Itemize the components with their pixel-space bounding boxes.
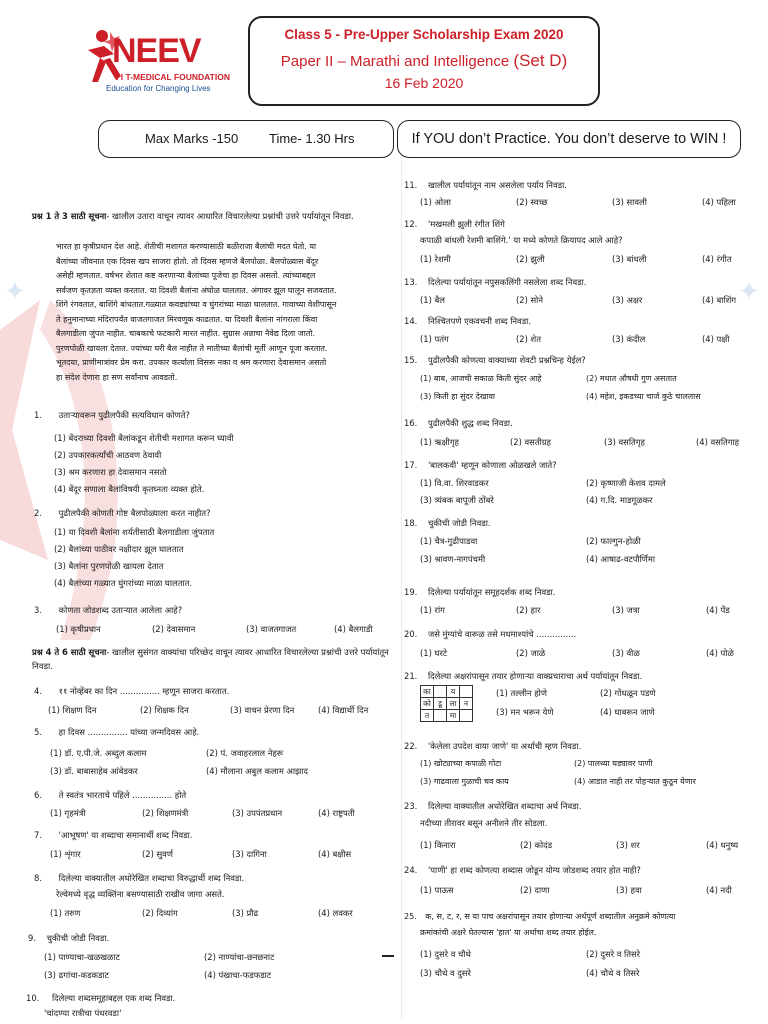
question-text: दिलेल्या शब्दसमूहाबद्दल एक शब्द निवडा. (52, 993, 176, 1003)
option[interactable]: (3) दागिना (232, 849, 267, 859)
exam-time: Time- 1.30 Hrs (269, 131, 355, 146)
option[interactable]: (2) दिव्यांग (142, 908, 178, 918)
question-text: 'केलेला उपदेश वाया जाणे' या अर्थाची म्हण निवडा. (428, 741, 582, 751)
question-2-options (54, 524, 214, 592)
question-23 (404, 801, 581, 812)
option[interactable]: (2) देवासमान (152, 624, 196, 634)
watermark-star-2: ✦ (738, 276, 760, 306)
grid-cell: का (421, 686, 434, 698)
question-number: 11. (404, 180, 418, 190)
question-19 (404, 587, 555, 598)
option[interactable]: (1) बाब, आजची सकाळ किती सुंदर आहे (420, 374, 542, 383)
grid-cell: य (447, 686, 460, 698)
passage-line: भारत हा कृषीप्रधान देश आहे. शेतीची मशागत करण्यासाठी बळीराजा बैलांची मदत घेतो. या (56, 242, 317, 251)
max-marks: Max Marks -150 (145, 131, 239, 146)
option[interactable]: (2) फाल्गुन-होळी (586, 536, 641, 546)
option[interactable]: (3) वीळ (612, 648, 640, 658)
option[interactable]: (3) वाजतगाजत (246, 624, 297, 634)
question-1-options (54, 430, 234, 498)
option[interactable]: (3) बांधली (612, 254, 647, 264)
option[interactable]: (2) वसतीग्रह (510, 437, 551, 447)
option[interactable]: (4) पेंड (706, 605, 730, 615)
option[interactable]: (1) पाण्याचा-खळखळाट (44, 952, 120, 962)
watermark-star-1: ✦ (4, 276, 26, 306)
grid-cell (434, 686, 447, 698)
option[interactable]: (2) पालथ्या घड्यावर पाणी (574, 759, 653, 768)
question-number: 16. (404, 418, 418, 428)
neev-logo (84, 24, 230, 104)
option[interactable]: (1) ओला (420, 197, 451, 207)
exam-date: 16 Feb 2020 (384, 74, 464, 91)
question-number: 22. (404, 741, 418, 751)
grid-cell (460, 686, 473, 698)
passage-line: बैलांच्या जीवनात एक दिवस खप साजरा होतो. तो दिवस म्हणजे बैलपोळा. बैलपोळ्यास बेंदूर (56, 256, 319, 266)
option[interactable]: (2) जाळे (516, 648, 546, 658)
question-number: 7. (34, 830, 42, 840)
question-18 (404, 518, 491, 529)
question-15 (404, 355, 586, 366)
question-number: 6. (34, 790, 42, 800)
question-8-sentence: रेल्वेमध्ये वृद्ध व्यक्तिंना बसण्यासाठी राखीव जागा असते. (56, 889, 225, 899)
watermark-left-shape (0, 300, 48, 560)
option[interactable]: (3) शर (616, 840, 640, 850)
option[interactable]: (1) शिक्षण दिन (48, 705, 97, 715)
passage-line: पुरणपोळी खायला देतात. ज्यांच्या घरी बैल नाहीत ते मातीच्या बैलांची मूर्ती आणून पूजा करतात. (56, 343, 328, 353)
question-text: क, स, ट, र, स या पाच अक्षरांपासून तयार होणाऱ्या अर्थपूर्ण शब्दातील अनुक्रमे कोणत्या (425, 912, 676, 921)
question-text: खालील पर्यायांतून नाम असलेला पर्याय निवडा. (428, 180, 567, 190)
question-5 (34, 727, 199, 738)
option[interactable]: (1) खोट्याच्या कपाळी गोटा (420, 759, 502, 768)
option[interactable]: (3) गाढवाला गुळाची चव काय (420, 777, 509, 786)
question-text: दिलेल्या वाक्यातील अधोरेखित शब्दाचा विरुद्धार्थी शब्द निवडा. (58, 873, 245, 883)
option[interactable]: (4) महेश, इकडच्या चार्ज कुठे चाललास (586, 392, 701, 401)
question-text: दिलेल्या पर्यायांतून समूहदर्शक शब्द निवडा. (428, 587, 556, 597)
question-10 (26, 993, 175, 1004)
question-number: 18. (404, 518, 418, 528)
option[interactable]: (3) जत्रा (612, 605, 640, 615)
question-text: दिलेल्या अक्षरांपासून तयार होणाऱ्या वाक्प्रचाराचा अर्थ पर्यायांतून निवडा. (428, 671, 643, 681)
option[interactable]: (2) दाणा (520, 885, 550, 895)
question-6 (34, 790, 186, 801)
option[interactable]: (2) गोंधळून पडणे (600, 688, 656, 698)
option[interactable]: (2) शेत (516, 334, 541, 344)
question-number: 12. (404, 219, 418, 229)
question-text: पुढीलपैकी शुद्ध शब्द निवडा. (428, 418, 513, 428)
option[interactable]: (3) वाचन प्रेरणा दिन (230, 705, 295, 715)
column-divider (401, 160, 402, 1020)
question-25-text: क्रमांकांची अक्षरे घेतल्यास 'हात' या अर्थाचा शब्द तयार होईल. (420, 928, 597, 937)
option[interactable]: (4) बैलांच्या गळ्यात घुंगरांच्या माळा घालतात. (54, 578, 193, 588)
question-14 (404, 316, 531, 327)
question-text: ११ नोव्हेंबर का दिन ............... म्हणून साजरा करतात. (58, 686, 230, 696)
option[interactable]: (3) हवा (616, 885, 642, 895)
exam-title: Class 5 - Pre-Upper Scholarship Exam 2020 (284, 27, 564, 42)
question-text: हा दिवस ............... यांच्या जन्मदिवस आहे. (58, 727, 200, 737)
question-11 (404, 180, 567, 191)
grid-cell (460, 710, 473, 722)
paper-name: Paper II – Marathi and Intelligence (280, 52, 510, 70)
grid-cell: डू (434, 698, 447, 710)
question-number: 3. (34, 605, 42, 615)
option[interactable]: (2) नाण्यांचा-छनछनाट (204, 952, 275, 962)
option[interactable]: (1) या दिवशी बैलांना शर्यतीसाठी बैलगाडीला जुंपतात (54, 527, 215, 537)
option[interactable]: (1) बैल (420, 295, 445, 305)
passage-line: बैलगाडीला जुंपत नाहीत. चाबकाचे फटकारी मारत नाहीत. सुग्रास अन्नाचा नैवेद्य दिला जातो. (56, 329, 315, 338)
question-1 (34, 410, 190, 421)
question-text: ते स्वतंत्र भारताचे पहिले ............... होते (58, 790, 187, 800)
option[interactable]: (3) किती हा सुंदर देखावा (420, 392, 495, 401)
option[interactable]: (1) रांग (420, 605, 445, 615)
question-2 (34, 508, 211, 519)
question-4 (34, 686, 229, 697)
option[interactable]: (2) सोने (516, 295, 544, 305)
option[interactable]: (2) बैलांच्या पाठीवर नक्षीदार झूल घालतात (54, 544, 184, 554)
motivation-quote: If YOU don’t Practice. You don’t deserve to WIN ! (397, 120, 741, 158)
logo-subtitle: I I T-MEDICAL FOUNDATION (116, 72, 230, 82)
option[interactable]: (3) अक्षर (612, 295, 643, 305)
section-2-instruction (32, 645, 398, 673)
option[interactable]: (1) चैत्र-गुढीपाडवा (420, 536, 478, 546)
question-number: 10. (26, 993, 40, 1003)
logo-tagline: Education for Changing Lives (106, 84, 211, 93)
option[interactable]: (4) वसतिगाह (696, 437, 740, 447)
option[interactable]: (3) डॉ. बाबासाहेब आंबेडकर (50, 766, 138, 776)
question-8 (34, 873, 244, 884)
question-number: 4. (34, 686, 42, 696)
question-number: 2. (34, 508, 42, 518)
option[interactable]: (3) चौथे व दुसरे (420, 968, 471, 978)
option[interactable]: (4) घाबरून जाणे (600, 707, 655, 717)
question-number: 21. (404, 671, 418, 681)
question-text: दिलेल्या वाक्यातील अधोरेखित शब्दाचा अर्थ निवडा. (428, 801, 582, 811)
question-16 (404, 418, 513, 429)
option[interactable]: (3) सावली (612, 197, 647, 207)
option[interactable]: (4) राष्ट्रपती (318, 808, 355, 818)
question-number: 14. (404, 316, 418, 326)
option[interactable]: (4) बेंदूर सणाला बैलांविषयी कृतघ्नता व्यक्त होते. (54, 484, 205, 494)
grid-cell (434, 710, 447, 722)
option[interactable]: (1) दुसरे व चौथे (420, 949, 471, 959)
question-text: चुकीची जोडी निवडा. (46, 933, 110, 943)
marks-time-box (98, 120, 394, 158)
passage-line: शिंगे रंगवतात, बाशिंगे बांधतात.गळ्यात कवड्यांच्या व घुंगरांच्या माळा घालतात. गावाच्या वेशीपासून (56, 300, 337, 309)
option[interactable]: (1) किनारा (420, 840, 456, 850)
question-number: 19. (404, 587, 418, 597)
question-text: पुढीलपैकी कोणती गोष्ट बैलपोळ्याला करत नाहीत? (58, 508, 211, 518)
option[interactable]: (1) पतंग (420, 334, 449, 344)
option[interactable]: (1) डॉ. ए.पी.जे. अब्दुल कलाम (50, 748, 147, 758)
question-text: निश्चितपणे एकवचनी शब्द निवडा. (428, 316, 532, 326)
section-2-instruction-text: - खालील सुसंगत वाक्यांचा परिच्छेद वाचून त्यावर आधारित विचारलेल्या प्रश्नांची उत्तरे पर्यायांतून निवडा. (32, 647, 389, 671)
question-12 (404, 219, 505, 230)
question-number: 20. (404, 629, 418, 639)
question-number: 15. (404, 355, 418, 365)
option[interactable]: (1) कृषीप्रधान (56, 624, 101, 634)
option[interactable]: (4) मौलाना अबुल कलाम आझाद (206, 766, 309, 776)
option[interactable]: (4) आषाढ-वटपौर्णिमा (586, 554, 656, 564)
option[interactable]: (1) घरटे (420, 648, 448, 658)
passage (56, 240, 337, 385)
question-text: 'आभूषण' या शब्दाचा समानार्थी शब्द निवडा. (58, 830, 193, 840)
option[interactable]: (4) ग.दि. माडगूळकर (586, 495, 653, 505)
question-25 (404, 912, 675, 922)
title-box (248, 16, 600, 106)
option[interactable]: (4) चौथे व तिसरे (586, 968, 640, 978)
question-text: 'बालकवी' म्हणून कोणाला ओळखले जाते? (428, 460, 557, 470)
question-text: 'मखमली झुली रंगीत शिंगे (428, 219, 505, 229)
question-number: 8. (34, 873, 42, 883)
option[interactable]: (4) बैलगाडी (334, 624, 373, 634)
question-23-sentence: नदीच्या तीरावर बसून अनीशने तीर सोडला. (420, 818, 548, 828)
option[interactable]: (2) पं. जवाहरलाल नेहरू (206, 748, 284, 758)
question-20 (404, 629, 576, 640)
option[interactable]: (2) शिक्षक दिन (140, 705, 189, 715)
option[interactable]: (3) कंदील (612, 334, 646, 344)
passage-instruction-text: - खालील उतारा वाचून त्यावर आधारित विचारलेल्या प्रश्नांची उत्तरे पर्यायांतून निवडा. (106, 211, 354, 221)
option[interactable]: (4) पंखाचा-फडफडाट (204, 970, 272, 980)
grid-cell: को (421, 698, 434, 710)
paper-set: (Set D) (513, 50, 568, 70)
option[interactable]: (1) रेशमी (420, 254, 451, 264)
question-9 (28, 933, 109, 944)
question-text: कोणता जोडशब्द उताऱ्यात आलेला आहे? (58, 605, 183, 615)
option[interactable]: (4) धनुष्य (706, 840, 739, 850)
option[interactable]: (3) ढगांचा-कडकडाट (44, 970, 109, 980)
question-number: 17. (404, 460, 418, 470)
option[interactable]: (1) वि.वा. शिरवाडकर (420, 478, 489, 488)
question-7 (34, 830, 192, 841)
option[interactable]: (2) मधात औषधी गुण असतात (586, 374, 677, 383)
option[interactable]: (1) ऋक्षीगृह (420, 437, 460, 447)
option[interactable]: (2) दुसरे व तिसरे (586, 949, 641, 959)
passage-line: असेही म्हणतात. वर्षभर शेतात कष्ट करणाऱ्या बैलांच्या पूजेचा हा दिवस असतो. त्यांच्याबद्दल (56, 271, 316, 280)
option[interactable]: (3) मन भरून येणे (496, 707, 554, 717)
grid-cell: मा (447, 710, 460, 722)
question-3 (34, 605, 182, 616)
option[interactable]: (1) शृंगार (50, 849, 81, 859)
option[interactable]: (2) हार (516, 605, 541, 615)
option[interactable]: (4) लवकर (318, 908, 353, 918)
grid-cell: न (460, 698, 473, 710)
question-text: चुकीची जोडी निवडा. (428, 518, 491, 528)
option[interactable]: (4) बाशिंग (702, 295, 737, 305)
question-10-phrase: 'चांदण्या रात्रीचा पंधरवडा' (44, 1008, 122, 1018)
question-13 (404, 277, 586, 288)
question-17 (404, 460, 557, 471)
option[interactable]: (4) बक्षीस (318, 849, 352, 859)
question-number: 25. (404, 912, 417, 921)
option[interactable]: (1) पाऊस (420, 885, 454, 895)
section-2-heading: प्रश्न 4 ते 6 साठी सूचना (32, 647, 107, 657)
option[interactable]: (2) कृष्णाजी केशव दामले (586, 478, 666, 488)
question-number: 24. (404, 865, 418, 875)
question-12-text: कपाळी बांधली रेशमी बाशिंगे.' या मध्ये कोणते क्रियापद आले आहे? (420, 235, 623, 245)
question-number: 1. (34, 410, 42, 420)
grid-cell: ला (447, 698, 460, 710)
option[interactable]: (2) स्वच्छ (516, 197, 548, 207)
question-number: 9. (28, 933, 36, 943)
option[interactable]: (4) विद्यार्थी दिन (318, 705, 369, 715)
option[interactable]: (1) तरुण (50, 908, 81, 918)
question-text: 'पाणी' हा शब्द कोणत्या शब्दास जोडून योग्य जोडशब्द तयार होत नाही? (428, 865, 641, 875)
option[interactable]: (3) प्रौढ (232, 908, 259, 918)
option[interactable]: (3) बैलांना पुरणपोळी खायला देतात (54, 561, 164, 571)
dash-mark (382, 955, 394, 957)
option[interactable]: (2) उपकारकर्त्यांची आठवण ठेवावी (54, 450, 162, 460)
option[interactable]: (2) झुली (516, 254, 545, 264)
option[interactable]: (4) पहिला (702, 197, 736, 207)
question-text: उताऱ्यावरून पुढीलपैकी सत्यविधान कोणते? (58, 410, 190, 420)
passage-line: सर्वजण कृतज्ञता व्यक्त करतात. या दिवशी बैलांना अंघोळ घालतात. अंगावर झूल घालून सजवतात. (56, 285, 337, 295)
logo-wordmark: NEEV (112, 32, 201, 70)
passage-instruction (32, 211, 398, 222)
option[interactable]: (2) शिक्षणमंत्री (142, 808, 189, 818)
passage-heading: प्रश्न 1 ते 3 साठी सूचना (32, 211, 107, 221)
passage-line: भूतदया, प्राणीमात्रांवर प्रेम करा. उपकार कर्त्याला विसरू नका व श्रम करणारा देवासमान असतो (56, 358, 327, 367)
option[interactable]: (3) श्रम करणारा हा देवासमान नसतो (54, 467, 167, 477)
option[interactable]: (4) पोळे (706, 648, 734, 658)
question-number: 13. (404, 277, 418, 287)
question-number: 23. (404, 801, 418, 811)
question-number: 5. (34, 727, 42, 737)
option[interactable]: (4) रंगीत (702, 254, 732, 264)
option[interactable]: (1) बेंदराच्या दिवशी बैलांकडून शेतीची मशागत करून घ्यावी (54, 433, 234, 443)
question-text: जसे मुंग्यांचे वारूळ तसे मधमाश्यांचे ............... (428, 629, 577, 639)
option[interactable]: (1) गृहमंत्री (50, 808, 86, 818)
option[interactable]: (4) आडात नाही तर पोहऱ्यात कुठून येणार (574, 777, 696, 786)
question-21 (404, 671, 642, 682)
option[interactable]: (3) उपपंतप्रधान (232, 808, 283, 818)
letter-grid (420, 685, 473, 722)
question-22 (404, 741, 581, 752)
passage-line: हा संदेश देणारा हा सण सर्वांनाच आवडतो. (56, 372, 178, 382)
option[interactable]: (2) कोदंड (520, 840, 553, 850)
option[interactable]: (4) पक्षी (702, 334, 730, 344)
option[interactable]: (3) श्रावण-नागपंचमी (420, 554, 486, 564)
passage-line: ते हनुमानाच्या मंदिरापर्यंत वाजतगाजत मिरवणूक काढतात. या दिवशी बैलांना नांगराला किंवा (56, 314, 318, 324)
question-text: दिलेल्या पर्यायांतून नपुसकलिंगी नसलेला शब्द निवडा. (428, 277, 587, 287)
question-24 (404, 865, 641, 876)
option[interactable]: (1) तल्लीन होणे (496, 688, 547, 698)
paper-title (250, 50, 598, 72)
grid-cell: त (421, 710, 434, 722)
question-text: पुढीलपैकी कोणत्या वाक्याच्या शेवटी प्रश्नचिन्ह येईल? (428, 355, 586, 365)
option[interactable]: (3) वसतिगृह (604, 437, 645, 447)
option[interactable]: (3) त्र्यंबक बापूजी ठोंबरे (420, 495, 494, 505)
option[interactable]: (2) सुवर्ण (142, 849, 173, 859)
option[interactable]: (4) नदी (706, 885, 732, 895)
